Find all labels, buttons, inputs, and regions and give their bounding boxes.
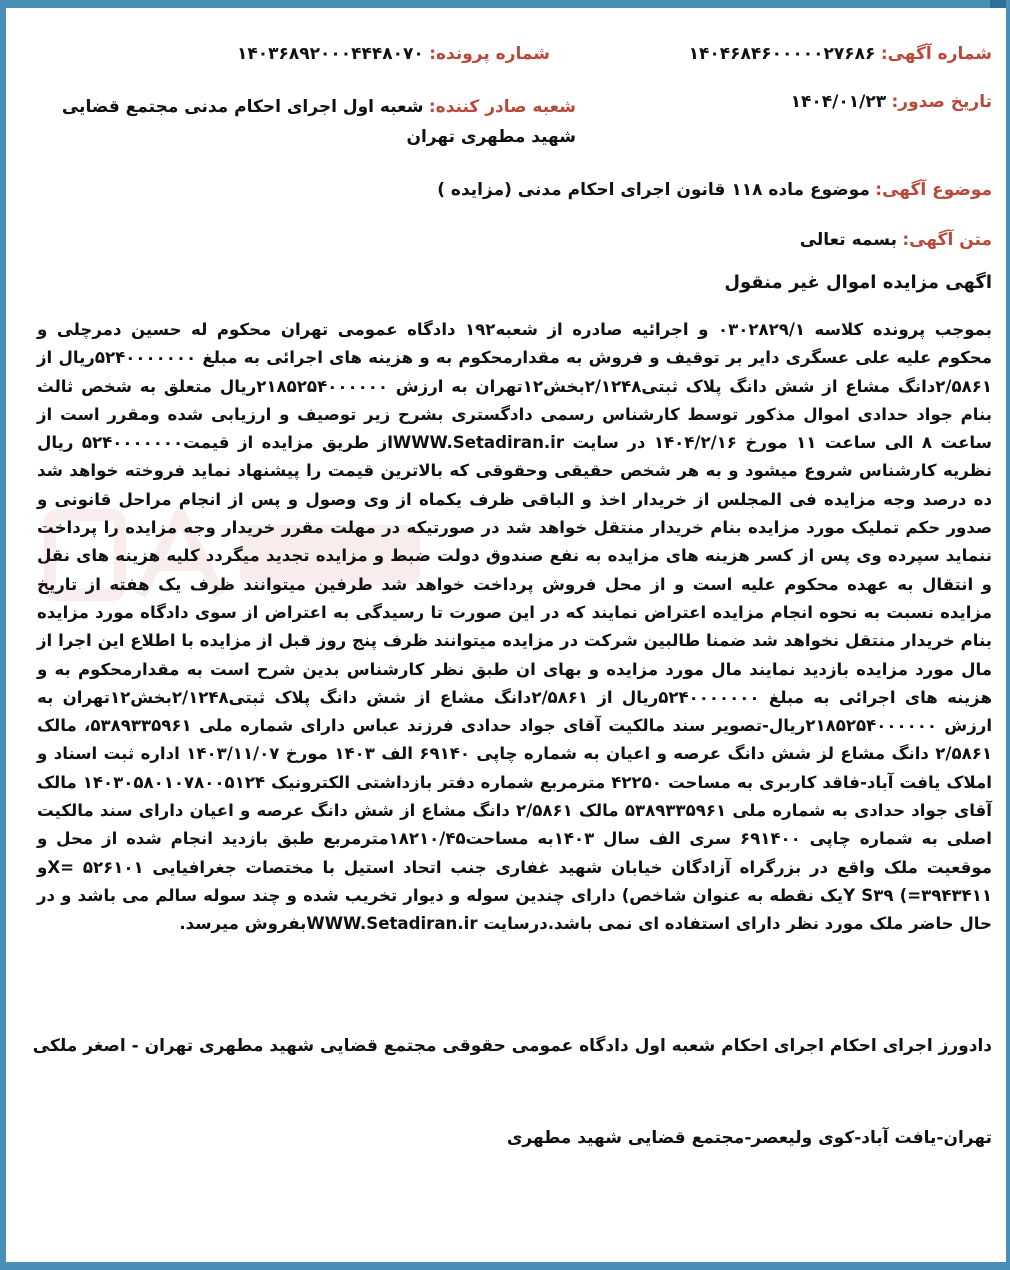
court-address: تهران-یافت آباد-کوی ولیعصر-مجتمع قضایی شهید مطهری [506,1128,992,1148]
notice-text-field [800,230,992,250]
window-left-border [0,0,6,1270]
notice-number-label: شماره آگهی: [880,44,992,64]
notice-document [30,36,992,1236]
subject-value: موضوع ماده ۱۱۸ قانون اجرای احکام مدنی (مزایده ) [437,180,870,200]
window-right-border [1006,0,1010,1270]
judge-signature-line: دادورز اجرای احکام اجرای احکام شعبه اول دادگاه عمومی حقوقی مجتمع قضایی شهید مطهری تهران - اصغر ملکی [32,1036,992,1056]
issuing-branch-label: شعبه صادر کننده: [428,97,576,117]
issue-date-label: تاریخ صدور: [891,92,992,112]
notice-text-label: متن آگهی: [902,230,992,250]
issue-date-value: ۱۴۰۴/۰۱/۲۳ [790,92,887,112]
file-number-value: ۱۴۰۳۶۸۹۲۰۰۰۴۴۴۸۰۷۰ [237,44,424,64]
notice-number-field [689,44,992,64]
notice-text-intro: بسمه تعالی [799,230,897,250]
auction-body-paragraph: بموجب پرونده کلاسه ۰۳۰۲۸۲۹/۱ و اجرائیه صادره از شعبه۱۹۲ دادگاه عمومی تهران محکوم له حسین دمرچلی و محکوم علیه علی عسگری دایر بر توقیف و فروش به مقدارمحکوم به و هزینه های اجرائی به مبلغ ۵۲۴۰۰۰۰۰۰۰ریال از ۲/۵۸۶۱دانگ مشاع از شش دانگ پلاک ثبتی۲/۱۲۴۸بخش۱۲تهران به ارزش ۲۱۸۵۲۵۴۰۰۰۰۰۰ریال متعلق به شخص ثالث بنام جواد حدادی اموال مذکور توسط کارشناس رسمی دادگستری بشرح زیر توصیف و ارزیابی شده ومقرر است از ساعت ۸ الی ساعت ۱۱ مورخ ۱۴۰۴/۲/۱۶ در سایت WWW.Setadiran.irاز طریق مزایده از قیمت۵۲۴۰۰۰۰۰۰۰ ریال نظریه کارشناس شروع میشود و به هر شخص حقیقی وحقوقی که بالاترین قیمت را پیشنهاد نماید فروخته خواهد شد ده درصد وجه مزایده فی المجلس از خریدار اخذ و الباقی ظرف یکماه از وی وصول و پس از انجام مراحل قانونی و صدور حکم تملیک مورد مزایده بنام خریدار منتقل خواهد شد در صورتیکه در مهلت مقرر خریدار وجه مزایده را پرداخت ننماید سپرده وی پس از کسر هزینه های مزایده به نفع صندوق دولت ضبط و مزایده تجدید میگردد کلیه هزینه های نقل و انتقال به عهده محکوم علیه است و از محل فروش پرداخت خواهد شد طرفین میتوانند ظرف یک هفته از تاریخ مزایده نسبت به نحوه انجام مزایده اعتراض نمایند که در این صورت تا رسیدگی به اعتراض از سوی دادگاه مورد مزایده بنام خریدار منتقل نخواهد شد ضمنا طالبین شرکت در مزایده میتوانند ظرف پنج روز قبل از مزایده با اطلاع این اجرا از مال مورد مزایده بازدید نمایند مال مورد مزایده و بهای ان طبق نظر کارشناس بدین شرح است به مقدارمحکوم به و هزینه های اجرائی به مبلغ ۵۲۴۰۰۰۰۰۰۰ریال از ۲/۵۸۶۱دانگ مشاع از شش دانگ پلاک ثبتی۲/۱۲۴۸بخش۱۲تهران به ارزش ۲۱۸۵۲۵۴۰۰۰۰۰۰ریال-تصویر سند مالکیت آقای جواد حدادی فرزند عباس دارای شماره ملی ۵۳۸۹۳۳۵۹۶۱، مالک ۲/۵۸۶۱ دانگ مشاع لز شش دانگ عرصه و اعیان به شماره چاپی ۶۹۱۴۰ الف ۱۴۰۳ مورخ ۱۴۰۳/۱۱/۰۷ اداره ثبت اسناد و املاک یافت آباد-فاقد کاربری به مساحت ۴۲۲۵۰ مترمربع شماره دفتر بازداشتی الکترونیک ۱۴۰۳۰۵۸۰۱۰۷۸۰۰۵۱۲۴ مالک آقای جواد حدادی به شماره ملی ۵۳۸۹۳۳۵۹۶۱ مالک ۲/۵۸۶۱ دانگ مشاع از شش دانگ عرصه و اعیان دارای سند مالکیت اصلی به شماره چاپی ۶۹۱۴۰۰ سری الف سال ۱۴۰۳به مساحت۱۸۲۱۰/۴۵مترمربع طبق بازدید انجام شده از محل و موقعیت ملک واقع در بزرگراه آزادگان خیابان شهید غفاری جنب اتحاد استیل با مختصات جغرافیایی ۵۲۶۱۰۱ =Xو ۳۹۴۳۴۱۱=) Y S۳۹یک نقطه به عنوان شاخص) دارای چندین سوله و دیوار تخریب شده و چند سوله سالم می باشد و در حال حاضر ملک مورد نظر دارای استفاده ای نمی باشد.درسایت WWW.Setadiran.irبفروش میرسد. [37,320,993,934]
file-number-label: شماره پرونده: [429,44,550,64]
file-number-field [237,44,550,64]
issue-date-field [791,92,992,112]
auction-headline: اگهی مزایده اموال غیر منقول [724,272,992,293]
issuing-branch-value: شعبه اول اجرای احکام مدنی مجتمع قضایی شهید مطهری تهران [61,97,576,147]
subject-label: موضوع آگهی: [875,180,992,200]
window-top-border [0,0,1010,8]
issuing-branch-field [56,92,576,152]
notice-number-value: ۱۴۰۴۶۸۴۶۰۰۰۰۰۲۷۶۸۶ [688,44,876,64]
window-bottom-border [0,1262,1010,1270]
subject-field [437,180,992,200]
